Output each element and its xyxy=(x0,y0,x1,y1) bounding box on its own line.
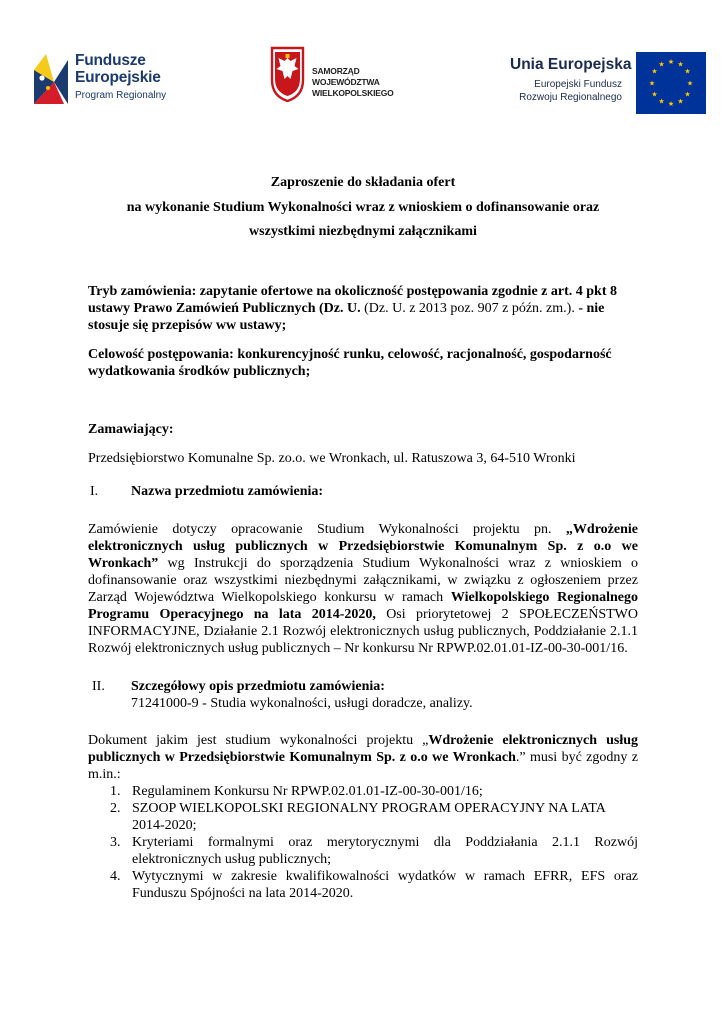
svg-text:★: ★ xyxy=(667,100,675,108)
svg-text:★: ★ xyxy=(677,97,684,106)
list-item: 1. Regulaminem Konkursu Nr RPWP.02.01.01-IZ-00-30-001/16; xyxy=(110,783,483,799)
zamawiajacy-heading: Zamawiający: xyxy=(88,421,174,437)
fundusze-europejskie-star-icon xyxy=(34,54,68,104)
sw-line1: SAMORZĄD WOJEWÓDZTWA xyxy=(312,66,380,87)
title-line1: Zaproszenie do składania ofert xyxy=(270,175,456,190)
eu-flag-icon xyxy=(636,52,706,114)
section-1-number: I. xyxy=(90,483,99,499)
title-line3: wszystkimi niezbędnymi załącznikami xyxy=(249,224,477,239)
fundusze-europejskie-logo xyxy=(34,50,184,112)
svg-text:★: ★ xyxy=(658,97,665,106)
sw-line2: WIELKOPOLSKIEGO xyxy=(312,88,394,98)
tryb-zamowienia: Tryb zamówienia: zapytanie ofertowe na okoliczność postępowania zgodnie z art. 4 pkt 8 ustawy Prawo Zamówień Publicznych (Dz. U. (Dz. U. z 2013 poz. 907 z późn. zm.). - nie stosuje się przepisów ww ustawy; xyxy=(88,283,617,333)
svg-text:★: ★ xyxy=(686,79,694,88)
list-item: 3. Kryteriami formalnymi oraz merytorycznymi dla Poddziałania 2.1.1 Rozwój elektronicznych usług publicznych; xyxy=(110,834,638,867)
logo-bar xyxy=(0,44,725,120)
document-title xyxy=(88,171,638,245)
svg-text:★: ★ xyxy=(684,67,691,76)
celowosc-postepowania: Celowość postępowania: konkurencyjność runku, celowość, racjonalność, gospodarność wydatkowania środków publicznych; xyxy=(88,346,612,379)
section-2-number: II. xyxy=(92,678,105,694)
svg-text:★: ★ xyxy=(648,79,656,88)
svg-text:★: ★ xyxy=(684,90,691,99)
section-2-heading xyxy=(88,678,638,712)
coat-of-arms-eagle-icon xyxy=(270,46,305,102)
svg-text:★: ★ xyxy=(651,67,658,76)
svg-text:★: ★ xyxy=(677,60,684,69)
section-1-heading xyxy=(88,483,638,500)
section-2-title: Szczegółowy opis przedmiotu zamówienia: xyxy=(131,678,385,694)
section-1-title: Nazwa przedmiotu zamówienia: xyxy=(131,483,324,499)
list-item: 4. Wytycznymi w zakresie kwalifikowalności wydatków w ramach EFRR, EFS oraz Funduszu Spójności na lata 2014-2020. xyxy=(110,868,638,901)
document-body xyxy=(88,171,638,902)
svg-text:★: ★ xyxy=(658,60,665,69)
title-line2: na wykonanie Studium Wykonalności wraz z wnioskiem o dofinansowanie oraz xyxy=(126,199,600,215)
svg-text:★: ★ xyxy=(667,58,675,66)
section-1-body: Zamówienie dotyczy opracowanie Studium Wykonalności projektu pn. „Wdrożenie elektronicznych usług publicznych w Przedsiębiorstwie Komunalnym Sp. z o.o we Wronkach” wg Instrukcji do sporządzenia Studium Wykonalności wraz z wnioskiem o dofinansowanie oraz wszystkimi niezbędnymi załącznikami, w związku z ogłoszeniem przez Zarząd Województwa Wielkopolskiego konkursu w ramach Wielkopolskiego Regionalnego Programu Operacyjnego na lata 2014-2020, Osi priorytetowej 2 SPOŁECZEŃSTWO INFORMACYJNE, Działanie 2.1 Rozwój elektronicznych usług publicznych, Poddziałanie 2.1.1 Rozwój elektronicznych usług publicznych – Nr konkursu Nr RPWP.02.01.01-IZ-00-30-001/16. xyxy=(88,521,638,656)
fe-line3: Program Regionalny xyxy=(75,90,167,101)
ue-line2: Europejski Fundusz xyxy=(534,79,622,90)
samorzad-wojewodztwa-logo xyxy=(270,44,420,114)
zamawiajacy-address: Przedsiębiorstwo Komunalne Sp. zo.o. we Wronkach, ul. Ratuszowa 3, 64-510 Wronki xyxy=(88,450,576,466)
svg-text:★: ★ xyxy=(651,90,658,99)
fe-line1: Fundusze xyxy=(75,52,146,69)
section-2-cpv: 71241000-9 - Studia wykonalności, usługi doradcze, analizy. xyxy=(131,695,473,711)
ue-line1: Unia Europejska xyxy=(510,56,632,73)
list-item: 2. SZOOP WIELKOPOLSKI REGIONALNY PROGRAM OPERACYJNY NA LATA 2014-2020; xyxy=(110,800,606,833)
fe-line2: Europejskie xyxy=(75,69,161,86)
dokument-paragraph: Dokument jakim jest studium wykonalności projektu „Wdrożenie elektronicznych usług publicznych w Przedsiębiorstwie Komunalnym Sp. z o.o we Wronkach.” musi być zgodny z m.in.: xyxy=(88,732,638,782)
unia-europejska-logo xyxy=(510,46,700,116)
ue-line3: Rozwoju Regionalnego xyxy=(519,92,622,103)
compliance-list xyxy=(88,783,638,902)
